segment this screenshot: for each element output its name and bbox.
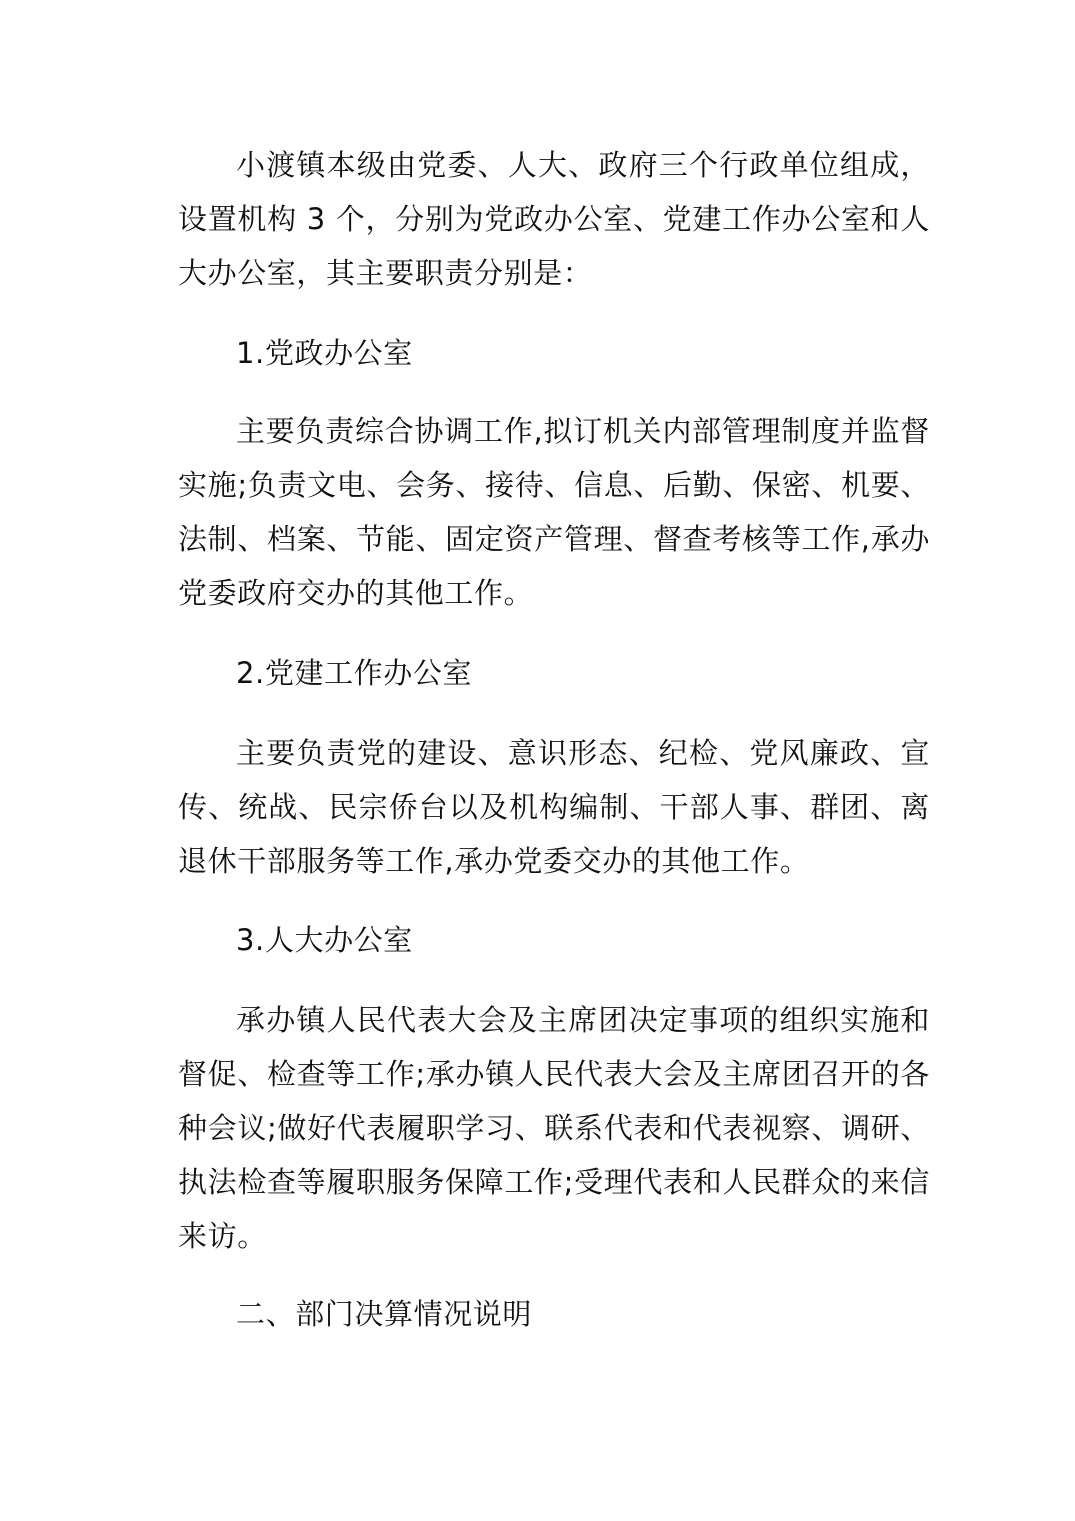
intro-paragraph: 小渡镇本级由党委、人大、政府三个行政单位组成，设置机构 3 个，分别为党政办公室、党建工作办公室和人大办公室，其主要职责分别是：	[178, 148, 930, 290]
section-body-3: 承办镇人民代表大会及主席团决定事项的组织实施和督促、检查等工作;承办镇人民代表大会及主席团召开的各种会议;做好代表履职学习、联系代表和代表视察、调研、执法检查等履职服务保障工作;受理代表和人民群众的来信来访。	[178, 1003, 930, 1253]
chapter-heading-2: 二、部门决算情况说明	[236, 1297, 533, 1331]
section-heading-3: 3.人大办公室	[236, 923, 413, 957]
section-heading-1: 1.党政办公室	[236, 336, 413, 370]
section-body-2: 主要负责党的建设、意识形态、纪检、党风廉政、宣传、统战、民宗侨台以及机构编制、干部人事、群团、离退休干部服务等工作,承办党委交办的其他工作。	[178, 736, 930, 878]
section-body-1: 主要负责综合协调工作,拟订机关内部管理制度并监督实施;负责文电、会务、接待、信息、后勤、保密、机要、法制、档案、节能、固定资产管理、督查考核等工作,承办党委政府交办的其他工作。	[178, 414, 930, 610]
section-heading-2: 2.党建工作办公室	[236, 656, 473, 690]
